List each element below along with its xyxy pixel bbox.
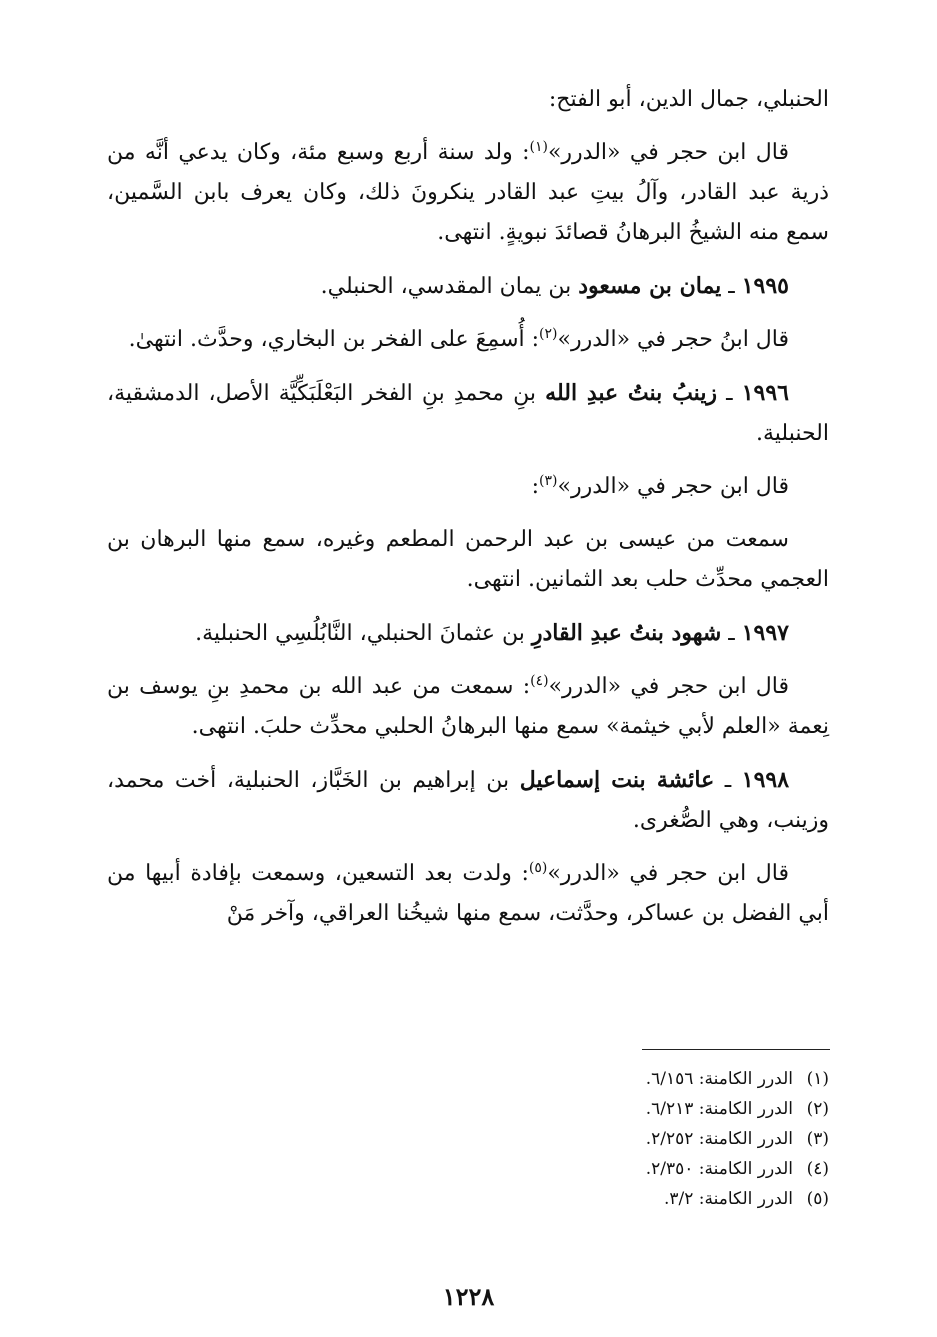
entry-lineage: بن عثمانَ الحنبلي، النَّابُلُسِي الحنبلية.	[195, 621, 532, 646]
entry-dash: ـ	[721, 621, 742, 646]
paragraph-quote-2	[107, 320, 829, 360]
footnote-text: الدرر الكامنة: ٢/٢٥٢.	[645, 1129, 793, 1149]
entry-number: ١٩٩٨	[741, 767, 790, 793]
entry-lineage: بنِ محمدِ بنِ الفخر البَعْلَبَكِّيَّة الأصل، الدمشقية، الحنبلية.	[107, 381, 829, 446]
footnote-item	[329, 1124, 829, 1154]
footnote-reference[interactable]: (٥)	[528, 860, 548, 876]
entry-1996	[107, 373, 829, 454]
footnote-number: (٥)	[806, 1189, 829, 1209]
footnote-divider	[642, 1049, 830, 1050]
main-text	[107, 80, 829, 947]
entry-number: ١٩٩٦	[741, 380, 789, 406]
paragraph-quote-3	[107, 467, 829, 507]
quote-text: : أُسمِعَ على الفخر بن البخاري، وحدَّث. انتهىٰ.	[128, 327, 540, 352]
paragraph-text: سمعت من عيسى بن عبد الرحمن المطعم وغيره، سمع منها البرهان بن العجمي محدِّث حلب بعد الثمانين. انتهى.	[107, 527, 829, 592]
footnotes-list	[329, 1064, 829, 1214]
paragraph-quote-4	[107, 667, 829, 747]
footnote-item	[329, 1064, 829, 1094]
footnote-reference[interactable]: (٢)	[539, 326, 558, 342]
footnote-number: (٢)	[806, 1099, 829, 1119]
page-number: ١٢٢٨	[442, 1282, 495, 1311]
entry-dash: ـ	[714, 768, 742, 793]
entry-1995	[107, 266, 829, 307]
entry-number: ١٩٩٧	[741, 620, 789, 646]
quote-intro: قال ابنُ حجر في «الدرر»	[557, 327, 789, 352]
footnote-text: الدرر الكامنة: ٢/٣٥٠.	[645, 1159, 793, 1179]
entry-number: ١٩٩٥	[741, 273, 789, 299]
paragraph-text: الحنبلي، جمال الدين، أبو الفتح:	[548, 87, 829, 112]
footnote-number: (٣)	[806, 1129, 829, 1149]
entry-name: يمان بن مسعود	[578, 273, 722, 299]
entry-name: شهود بنتُ عبدِ القادرِ	[531, 620, 722, 646]
footnote-number: (١)	[806, 1069, 829, 1089]
footnote-text: الدرر الكامنة: ٣/٢.	[663, 1189, 793, 1209]
quote-intro: قال ابن حجر في «الدرر»	[547, 861, 789, 886]
entry-dash: ـ	[721, 274, 742, 299]
quote-text: : ولد سنة أربع وسبع مئة، وكان يدعي أنَّه من ذرية عبد القادر، وآلُ بيتِ عبد القادر ينكرونَ ذلك، وكان يعرف بابن السَّمين، سمع منه الشيخُ البرهانُ قصائدَ نبويةٍ. انتهى.	[107, 140, 829, 245]
entry-1998	[107, 760, 829, 841]
quote-intro: قال ابن حجر في «الدرر»	[547, 140, 789, 165]
quote-intro: قال ابن حجر في «الدرر»	[557, 474, 789, 499]
footnote-text: الدرر الكامنة: ٦/٢١٣.	[645, 1099, 793, 1119]
entry-name: عائشة بنت إسماعيل	[519, 767, 715, 793]
footnote-reference[interactable]: (١)	[529, 139, 548, 155]
paragraph-quote-5	[107, 854, 829, 934]
quote-text: : سمعت من عبد الله بن محمدِ بنِ يوسف بن نِعمة «العلم لأبي خيثمة» سمع منها البرهانُ الحلبي محدِّث حلبَ. انتهى.	[107, 674, 829, 739]
entry-lineage: بن يمان المقدسي، الحنبلي.	[320, 274, 579, 299]
entry-dash: ـ	[717, 381, 742, 406]
quote-text: :	[531, 474, 540, 499]
footnote-reference[interactable]: (٤)	[530, 673, 549, 689]
footnote-item	[329, 1154, 829, 1184]
footnote-text: الدرر الكامنة: ٦/١٥٦.	[645, 1069, 793, 1089]
quote-text: : ولدت بعد التسعين، وسمعت بإفادة أبيها من أبي الفضل بن عساكر، وحدَّثت، سمع منها شيخُنا العراقي، وآخر مَنْ	[107, 861, 829, 926]
footnote-item	[329, 1094, 829, 1124]
entry-name: زينبُ بنتُ عبدِ الله	[545, 380, 718, 406]
paragraph-quote-3-body	[107, 520, 829, 600]
paragraph-heading-continuation	[107, 80, 829, 120]
footnote-number: (٤)	[806, 1159, 829, 1179]
footnote-reference[interactable]: (٣)	[539, 473, 558, 489]
paragraph-quote-1	[107, 133, 829, 253]
entry-lineage: بن إبراهيم بن الخَبَّاز، الحنبلية، أخت محمد، وزينب، وهي الصُّغرى.	[107, 768, 829, 833]
quote-intro: قال ابن حجر في «الدرر»	[548, 674, 790, 699]
footnote-item	[329, 1184, 829, 1214]
entry-1997	[107, 613, 829, 654]
